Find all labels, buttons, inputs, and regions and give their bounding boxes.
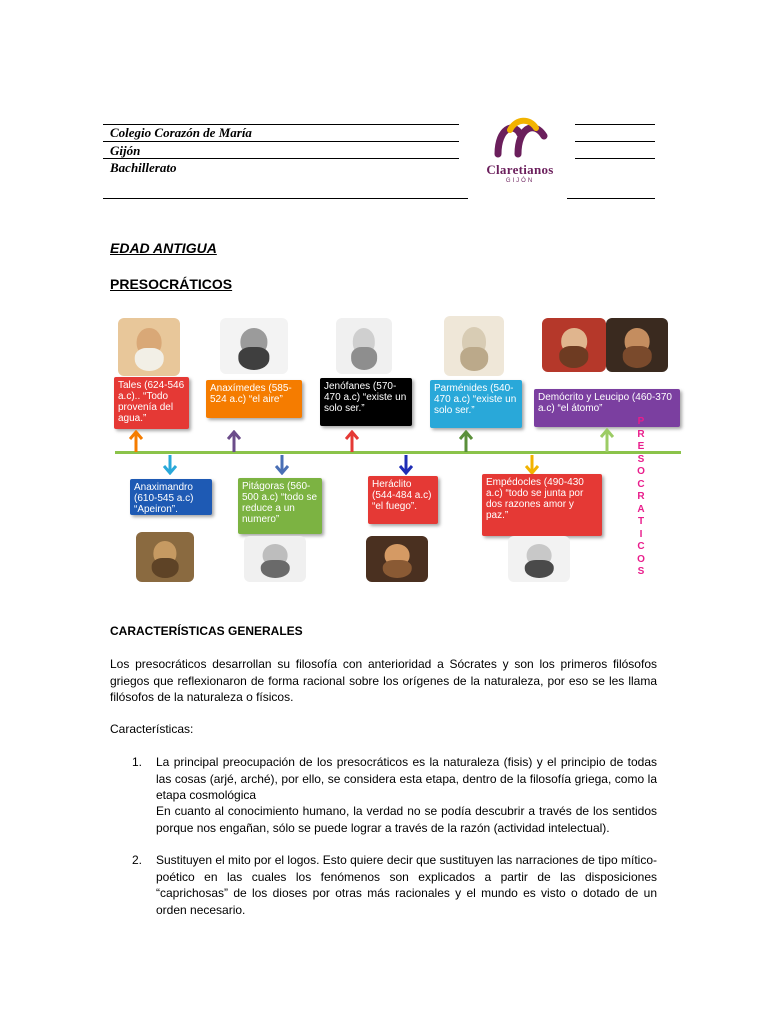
vertical-letter: O xyxy=(637,553,645,565)
portrait-anaximenes xyxy=(220,318,288,374)
portrait-jenofanes xyxy=(336,318,392,374)
logo-city: GIJÓN xyxy=(505,178,535,184)
list-number-1: 1. xyxy=(132,755,143,769)
box-heraclito: Heráclito (544-484 a.c) “el fuego”. xyxy=(368,476,438,524)
vertical-letter: R xyxy=(637,428,645,440)
arrow-down-heraclito-icon xyxy=(399,455,413,475)
page-title: EDAD ANTIGUA xyxy=(110,240,217,256)
header-rule-right-bottom xyxy=(567,198,655,199)
header-rule-right-2 xyxy=(575,158,655,159)
vertical-letter: S xyxy=(637,566,645,577)
list-item-2-text: Sustituyen el mito por el logos. Esto quiere decir que sustituyen las narraciones de tipo mítico-poético en las cuales los fenómenos son explicados a partir de las disposiciones “caprichosas” de los dioses por otras más racionales y el mundo es visto o dotado de un orden necesario. xyxy=(156,853,657,917)
box-pitagoras: Pitágoras (560-500 a.c) “todo se reduce a un numero” xyxy=(238,478,322,534)
box-anaximandro: Anaximandro (610-545 a.c) “Apeiron”. xyxy=(130,479,212,515)
box-jenofanes: Jenófanes (570-470 a.c) “existe un solo ser.” xyxy=(320,378,412,426)
vertical-label-presocraticos xyxy=(634,416,648,579)
box-democrito: Demócrito y Leucipo (460-370 a.c) “el átomo” xyxy=(534,389,680,427)
header-rule-2 xyxy=(103,158,459,159)
vertical-letter: S xyxy=(637,453,645,465)
logo-name: Claretianos xyxy=(486,162,554,177)
arrow-up-democrito-icon xyxy=(600,428,614,452)
list-item-1-extra: En cuanto al conocimiento humano, la verdad no se podía descubrir a través de los sentidos porque nos engañan, sólo se puede lograr a través de la razón (actividad intelectual). xyxy=(156,804,657,835)
subtitle: PRESOCRÁTICOS xyxy=(110,276,233,292)
arrow-up-parmenides-icon xyxy=(459,430,473,452)
arrow-up-anaximenes-icon xyxy=(227,430,241,452)
arrow-up-tales-icon xyxy=(129,430,143,452)
header-rule-bottom xyxy=(103,198,468,199)
box-parmenides: Parménides (540-470 a.c) “existe un solo ser.” xyxy=(430,380,522,428)
logo-arches-icon xyxy=(470,110,570,160)
vertical-letter: T xyxy=(637,516,645,527)
vertical-letter: R xyxy=(637,491,645,502)
vertical-letter: C xyxy=(637,541,645,552)
header-rule-right-top xyxy=(575,124,655,125)
arrow-down-anaximandro-icon xyxy=(163,455,177,475)
vertical-letter: P xyxy=(637,416,645,427)
portrait-leucipo xyxy=(606,318,668,372)
arrow-down-pitagoras-icon xyxy=(275,455,289,475)
vertical-letter: O xyxy=(637,466,645,477)
claretianos-logo xyxy=(470,110,570,190)
portrait-empedocles xyxy=(508,536,570,582)
portrait-pitagoras xyxy=(244,536,306,582)
header-rule-right-1 xyxy=(575,141,655,142)
box-empedocles: Empédocles (490-430 a.c) “todo se junta por dos razones amor y paz.” xyxy=(482,474,602,536)
characteristics-label: Características: xyxy=(110,722,194,736)
vertical-letter: C xyxy=(637,478,645,490)
section-heading: CARACTERÍSTICAS GENERALES xyxy=(110,624,303,638)
timeline-axis xyxy=(115,451,681,454)
intro-paragraph: Los presocráticos desarrollan su filosofía con anterioridad a Sócrates y son los primeros filósofos griegos que reflexionaron de forma racional sobre los orígenes de la naturaleza, por eso se les llama filósofos de la naturaleza o físicos. xyxy=(110,657,657,704)
box-anaximenes: Anaxímedes (585-524 a.c) “el aire” xyxy=(206,380,302,418)
arrow-up-jenofanes-icon xyxy=(345,430,359,452)
portrait-parmenides xyxy=(444,316,504,376)
header-rule-1 xyxy=(103,141,459,142)
portrait-tales xyxy=(118,318,180,376)
school-name: Colegio Corazón de María xyxy=(110,125,252,140)
portrait-anaximandro xyxy=(136,532,194,582)
list-item-1-text: La principal preocupación de los presocráticos es la naturaleza (fisis) y el principio de todas las cosas (arjé, arché), por ello, se considera esta etapa, dentro de la filosofía griega, como la etapa cosmológica xyxy=(156,755,657,802)
box-tales: Tales (624-546 a.c).. “Todo provenía del agua.” xyxy=(114,377,189,429)
list-number-2: 2. xyxy=(132,853,143,867)
city-name: Gijón xyxy=(110,143,141,158)
arrow-down-empedocles-icon xyxy=(525,455,539,475)
level-name: Bachillerato xyxy=(110,160,177,175)
portrait-democrito xyxy=(542,318,606,372)
vertical-letter: I xyxy=(639,528,643,540)
vertical-letter: A xyxy=(637,503,645,515)
portrait-heraclito xyxy=(366,536,428,582)
vertical-letter: E xyxy=(637,441,645,452)
